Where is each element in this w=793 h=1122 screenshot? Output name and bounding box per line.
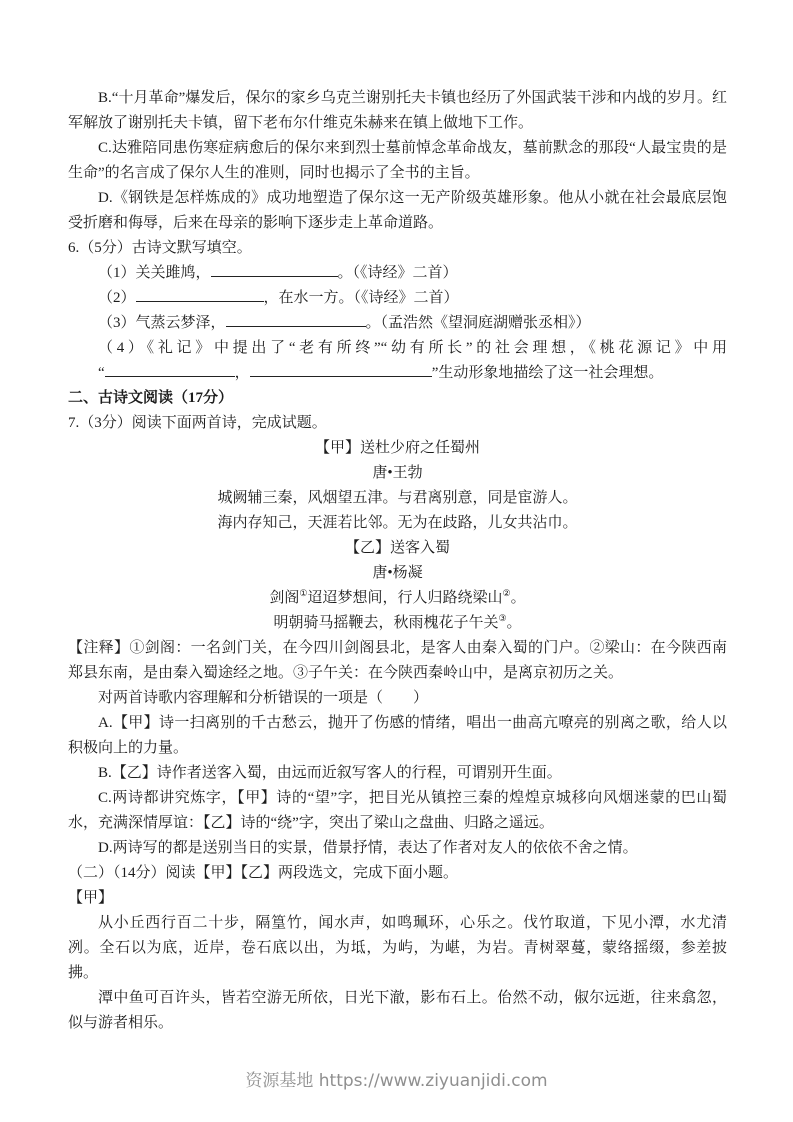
- exam-body: [68, 86, 727, 1036]
- site-watermark: 资源基地 https://www.ziyuanjidi.com: [245, 1071, 548, 1091]
- poem-jia-line-1: 城阙辅三秦，风烟望五津。与君离别意，同是宦游人。: [217, 490, 578, 506]
- note-reference-mark: ③: [498, 613, 507, 623]
- poem-jia-author: 唐•王勃: [372, 465, 423, 481]
- q7-option-b: B.【乙】诗作者送客入蜀，由远而近叙写客人的行程，可谓别开生面。: [98, 765, 562, 781]
- q7-stem: 对两首诗歌内容理解和分析错误的一项是（ ）: [98, 690, 429, 706]
- passage-jia-label: 【甲】: [68, 890, 114, 906]
- fill-in-blank: [136, 287, 264, 302]
- q7-option-c: C.两诗都讲究炼字，【甲】诗的“望”字，把目光从镇控三秦的煌煌京城移向风烟迷蒙的巴山蜀水，充满深情厚谊：【乙】诗的“绕”字，突出了梁山之盘曲、归路之遥远。: [68, 790, 727, 831]
- section-2-heading: 二、古诗文阅读（17分）: [68, 390, 234, 406]
- passage-jia-paragraph-1: 从小丘西行百二十步，隔篁竹，闻水声，如鸣珮环，心乐之。伐竹取道，下见小潭，水尤清冽。全石以为底，近岸，卷石底以出，为坻，为屿，为嵁，为岩。青树翠蔓，蒙络摇缀，参差披拂。: [68, 915, 727, 981]
- note-reference-mark: ①: [299, 588, 308, 598]
- fill-in-blank: [250, 362, 432, 377]
- passage-jia-paragraph-2: 潭中鱼可百许头，皆若空游无所依，日光下澈，影布石上。佁然不动，俶尔远逝，往来翕忽，似与游者相乐。: [68, 990, 727, 1031]
- poem-jia-title: 【甲】送杜少府之任蜀州: [314, 440, 480, 456]
- q5-option-c: C.达雅陪同患伤寒症病愈后的保尔来到烈士墓前悼念革命战友，墓前默念的那段“人最宝贵的是生命”的名言成了保尔人生的准则，同时也揭示了全书的主旨。: [68, 140, 727, 181]
- q5-option-b: B.“十月革命”爆发后，保尔的家乡乌克兰谢别托夫卡镇也经历了外国武装干涉和内战的岁月。红军解放了谢别托夫卡镇，留下老布尔什维克朱赫来在镇上做地下工作。: [68, 90, 727, 131]
- q7-option-a: A.【甲】诗一扫离别的千古愁云，抛开了伤感的情绪，唱出一曲高亢嘹亮的别离之歌，给人以积极向上的力量。: [68, 715, 727, 756]
- q7-heading: 7.（3分）阅读下面两首诗，完成试题。: [68, 415, 327, 431]
- q6-item-2: （2） ，在水一方。（《诗经》二首）: [68, 286, 727, 311]
- part-2-heading: （二）（14分）阅读【甲】【乙】两段选文，完成下面小题。: [68, 865, 459, 881]
- fill-in-blank: [211, 262, 338, 277]
- poem-yi-title: 【乙】送客入蜀: [344, 540, 450, 556]
- poem-yi-line-2: 明朝骑马摇鞭去，秋雨槐花子午关③。: [273, 613, 522, 631]
- q6-item-1: （1）关关雎鸠， 。（《诗经》二首）: [68, 261, 727, 286]
- q7-option-d: D.两诗写的都是送别当日的实景，借景抒情，表达了作者对友人的依依不舍之情。: [98, 840, 638, 856]
- q6-item-4-line1: （4）《礼记》中提出了“老有所终”“幼有所长”的社会理想，《桃花源记》中用: [98, 340, 727, 356]
- q6-item-4-line2: “ ， ”生动形象地描绘了这一社会理想。: [68, 361, 727, 386]
- q6-item-3: （3）气蒸云梦泽， 。（孟浩然《望洞庭湖赠张丞相》）: [68, 311, 727, 336]
- fill-in-blank: [105, 362, 235, 377]
- note-reference-mark: ②: [502, 588, 511, 598]
- poem-yi-line-1: 剑阁①迢迢梦想间，行人归路绕梁山②。: [269, 588, 526, 606]
- q6-heading: 6.（5分）古诗文默写填空。: [68, 240, 252, 256]
- poem-notes: 【注释】①剑阁：一名剑门关，在今四川剑阁县北，是客人由秦入蜀的门户。②梁山：在今陕西南郑县东南，是由秦入蜀途经之地。③子午关：在今陕西秦岭山中，是离京初历之关。: [68, 640, 727, 681]
- fill-in-blank: [226, 312, 366, 327]
- q5-option-d: D.《钢铁是怎样炼成的》成功地塑造了保尔这一无产阶级英雄形象。他从小就在社会最底层饱受折磨和侮辱，后来在母亲的影响下逐步走上革命道路。: [68, 190, 727, 231]
- poem-jia-line-2: 海内存知己，天涯若比邻。无为在歧路，儿女共沾巾。: [217, 515, 578, 531]
- poem-yi-author: 唐•杨凝: [372, 565, 423, 581]
